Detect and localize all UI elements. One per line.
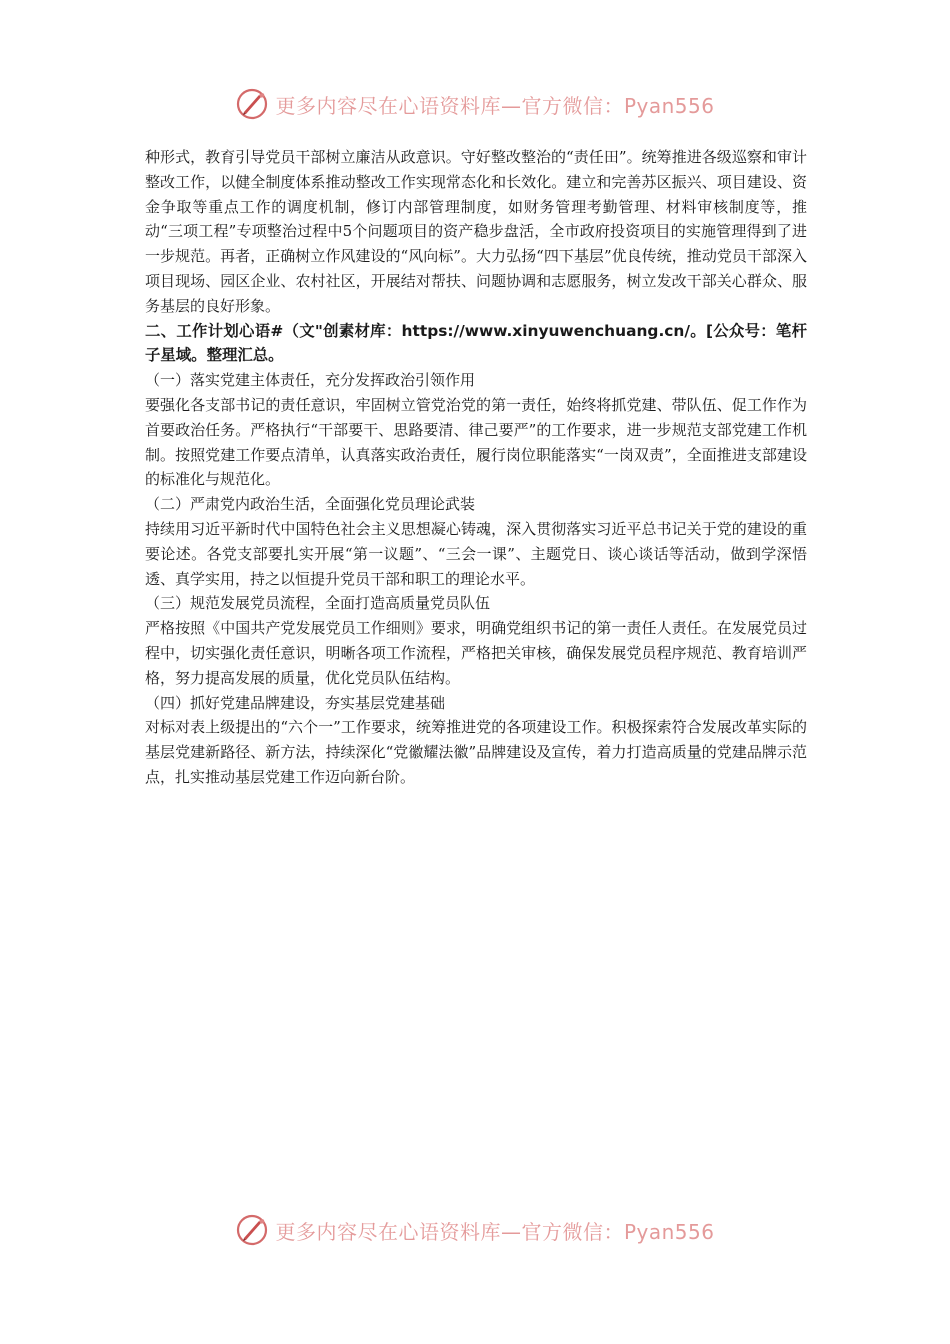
item-3-body: 严格按照《中国共产党发展党员工作细则》要求，明确党组织书记的第一责任人责任。在发展党员过程中，切实强化责任意识，明晰各项工作流程，严格把关审核，确保发展党员程序规范、教育培训严格，努力提高发展的质量，优化党员队伍结构。 [145,619,807,687]
item-4-title: （四）抓好党建品牌建设，夯实基层党建基础 [145,693,446,712]
document-body [145,145,807,790]
item-3-title: （三）规范发展党员流程，全面打造高质量党员队伍 [145,594,491,613]
intro-paragraph: 种形式，教育引导党员干部树立廉洁从政意识。守好整改整治的“责任田”。统筹推进各级巡察和审计整改工作，以健全制度体系推动整改工作实现常态化和长效化。建立和完善苏区振兴、项目建设、资金争取等重点工作的调度机制，修订内部管理制度，如财务管理考勤管理、材料审核制度等，推动“三项工程”专项整治过程中5个问题项目的资产稳步盘活，全市政府投资项目的实施管理得到了进一步规范。再者，正确树立作风建设的“风向标”。大力弘扬“四下基层”优良传统，推动党员干部深入项目现场、园区企业、农村社区，开展结对帮扶、问题协调和志愿服务，树立发改干部关心群众、服务基层的良好形象。 [145,148,807,315]
item-2-body: 持续用习近平新时代中国特色社会主义思想凝心铸魂，深入贯彻落实习近平总书记关于党的建设的重要论述。各党支部要扎实开展“第一议题”、“三会一课”、主题党日、谈心谈话等活动，做到学深悟透、真学实用，持之以恒提升党员干部和职工的理论水平。 [145,519,807,588]
watermark-header [0,84,950,124]
watermark-text: 更多内容尽在心语资料库—官方微信：Pyan556 [275,93,715,118]
item-1-body: 要强化各支部书记的责任意识，牢固树立管党治党的第一责任，始终将抓党建、带队伍、促工作作为首要政治任务。严格执行“干部要干、思路要清、律己要严”的工作要求，进一步规范支部党建工作机制。按照党建工作要点清单，认真落实政治责任，履行岗位职能落实“一岗双责”，全面推进支部建设的标准化与规范化。 [145,395,807,489]
watermark-footer [0,1210,950,1250]
item-4-body: 对标对表上级提出的“六个一”工作要求，统筹推进党的各项建设工作。积极探索符合发展改革实际的基层党建新路径、新方法，持续深化“党徽耀法徽”品牌建设及宣传，着力打造高质量的党建品牌示范点，扎实推动基层党建工作迈向新台阶。 [145,718,807,786]
watermark-text: 更多内容尽在心语资料库—官方微信：Pyan556 [275,1219,715,1244]
quill-pen-circle-icon [235,1213,269,1247]
item-2-title: （二）严肃党内政治生活，全面强化党员理论武装 [145,495,476,514]
item-1-title: （一）落实党建主体责任，充分发挥政治引领作用 [145,371,476,390]
quill-pen-circle-icon [235,87,269,121]
section-heading: 二、工作计划心语#（文"创素材库：https://www.xinyuwenchuang.cn/。[公众号：笔杆子星域。整理汇总。 [145,321,807,365]
